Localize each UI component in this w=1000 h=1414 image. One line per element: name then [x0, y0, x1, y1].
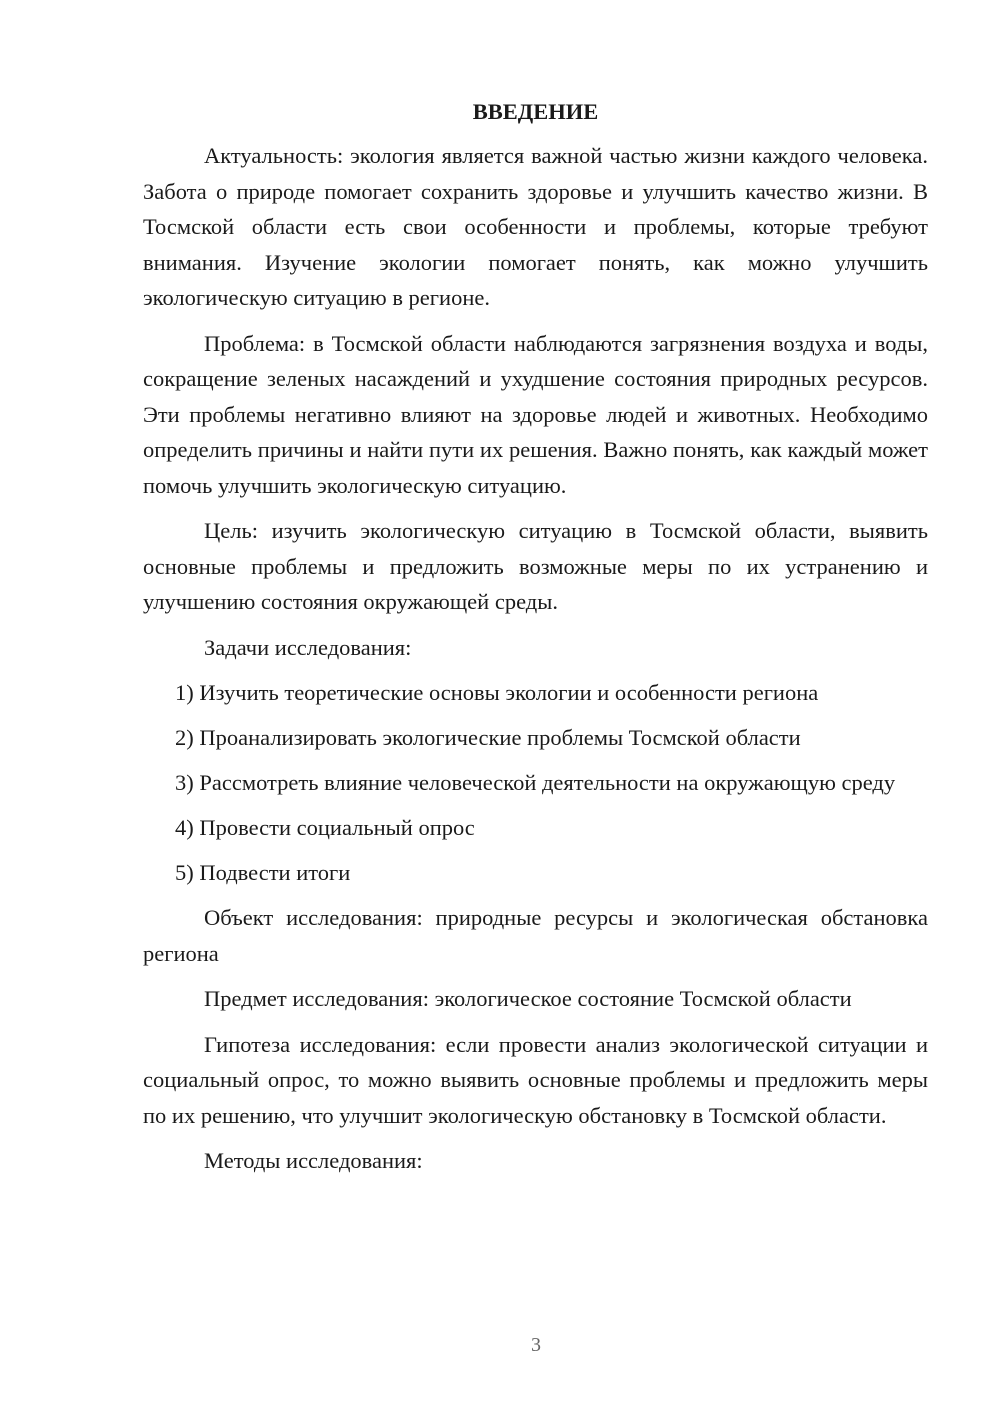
problem-paragraph: Проблема: в Тосмской области наблюдаются загрязнения воздуха и воды, сокращение зеленых насаждений и ухудшение состояния природных ресурсов. Эти проблемы негативно влияют на здоровье людей и животных. Необходимо определить причины и найти пути их решения. Важно понять, как каждый может помочь улучшить экологическую ситуацию. [143, 330, 928, 498]
task-item-3: 3) Рассмотреть влияние человеческой деятельности на окружающую среду [175, 769, 896, 795]
page-number: 3 [531, 1334, 541, 1356]
task-item-2: 2) Проанализировать экологические проблемы Тосмской области [175, 724, 801, 750]
object-paragraph: Объект исследования: природные ресурсы и экологическая обстановка региона [143, 905, 928, 966]
methods-paragraph: Методы исследования: [204, 1148, 423, 1173]
task-item-4: 4) Провести социальный опрос [175, 814, 475, 840]
relevance-paragraph: Актуальность: экология является важной частью жизни каждого человека. Забота о природе помогает сохранить здоровье и улучшить качество жизни. В Тосмской области есть свои особенности и проблемы, которые требуют внимания. Изучение экологии помогает понять, как можно улучшить экологическую ситуацию в регионе. [143, 143, 928, 310]
task-item-5: 5) Подвести итоги [175, 859, 351, 885]
goal-paragraph: Цель: изучить экологическую ситуацию в Тосмской области, выявить основные проблемы и предложить возможные меры по их устранению и улучшению состояния окружающей среды. [143, 518, 928, 614]
section-heading: ВВЕДЕНИЕ [472, 99, 599, 124]
tasks-intro: Задачи исследования: [204, 634, 412, 660]
task-item-1: 1) Изучить теоретические основы экологии и особенности региона [175, 679, 819, 705]
page-content [143, 97, 928, 1179]
hypothesis-paragraph: Гипотеза исследования: если провести анализ экологической ситуации и социальный опрос, то можно выявить основные проблемы и предложить меры по их решению, что улучшит экологическую обстановку в Тосмской области. [143, 1031, 928, 1128]
subject-paragraph: Предмет исследования: экологическое состояние Тосмской области [204, 986, 852, 1011]
